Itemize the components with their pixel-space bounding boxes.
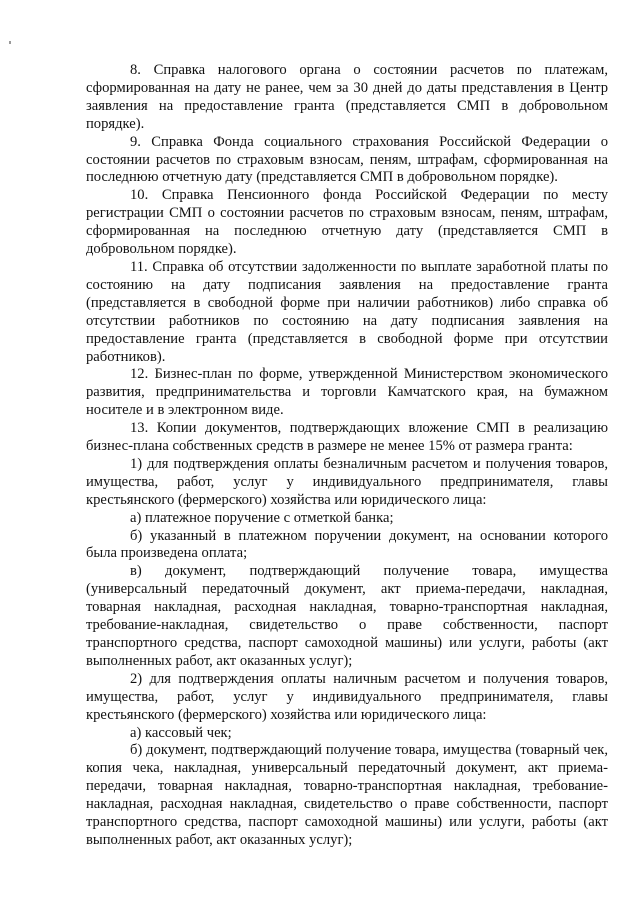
paragraph-item-13: 13. Копии документов, подтверждающих вложение СМП в реализацию бизнес-плана собственных средств в размере не менее 15% от размера гранта: — [86, 420, 608, 455]
paragraph-subitem-2b: б) документ, подтверждающий получение товара, имущества (товарный чек, копия чека, накладная, универсальный передаточный документ, акт приема-передачи, товарная накладная, товарно-транспортная накладная, требование-накладная, расходная накладная, свидетельство о праве собственности, паспорт транспортного средства, паспорт самоходной машины) или услуги, работы (акт выполненных работ, акт оказанных услуг); — [86, 742, 608, 848]
paragraph-item-10: 10. Справка Пенсионного фонда Российской Федерации по месту регистрации СМП о состоянии расчетов по страховым взносам, пеням, штрафам, сформированная на последнюю отчетную дату (представляется СМП в добровольном порядке). — [86, 187, 608, 258]
paragraph-subitem-1b: б) указанный в платежном поручении документ, на основании которого была произведена оплата; — [86, 527, 608, 562]
document-page — [86, 62, 608, 850]
paragraph-item-12: 12. Бизнес-план по форме, утвержденной Министерством экономического развития, предпринимательства и торговли Камчатского края, на бумажном носителе и в электронном виде. — [86, 366, 608, 419]
scan-margin-mark — [9, 41, 11, 44]
paragraph-subitem-1v: в) документ, подтверждающий получение товара, имущества (универсальный передаточный документ, акт приема-передачи, накладная, товарная накладная, расходная накладная, товарно-транспортная накладная, требование-накладная, свидетельство о праве собственности, паспорт транспортного средства, паспорт самоходной машины) или услуги, работы (акт выполненных работ, акт оказанных услуг); — [86, 563, 608, 669]
paragraph-subitem-1a: а) платежное поручение с отметкой банка; — [130, 509, 394, 526]
paragraph-item-9: 9. Справка Фонда социального страхования Российской Федерации о состоянии расчетов по страховым взносам, пеням, штрафам, сформированная на последнюю отчетную дату (представляется СМП в добровольном порядке). — [86, 133, 608, 186]
paragraph-subitem-1: 1) для подтверждения оплаты безналичным расчетом и получения товаров, имущества, работ, услуг у индивидуального предпринимателя, главы крестьянского (фермерского) хозяйства или юридического лица: — [86, 455, 608, 508]
paragraph-subitem-2: 2) для подтверждения оплаты наличным расчетом и получения товаров, имущества, работ, услуг у индивидуального предпринимателя, главы крестьянского (фермерского) хозяйства или юридического лица: — [86, 670, 608, 723]
paragraph-item-8: 8. Справка налогового органа о состоянии расчетов по платежам, сформированная на дату не ранее, чем за 30 дней до даты представления в Центр заявления на предоставление гранта (представляется СМП в добровольном порядке). — [86, 62, 608, 132]
paragraph-subitem-2a: а) кассовый чек; — [130, 724, 232, 741]
paragraph-item-11: 11. Справка об отсутствии задолженности по выплате заработной платы по состоянию на дату подписания заявления на предоставление гранта (представляется в свободной форме при наличии работников) либо справка об отсутствии работников по состоянию на дату подписания заявления на предоставление гранта (представляется в свободной форме при отсутствии работников). — [86, 258, 608, 365]
